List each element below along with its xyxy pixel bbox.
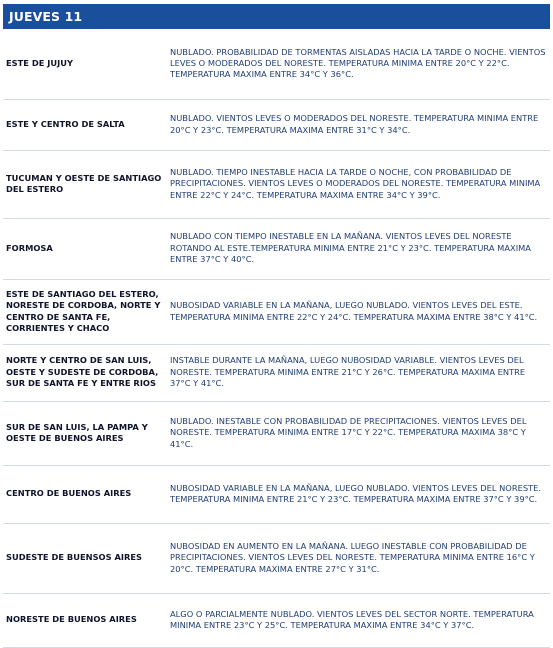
forecast-text: ALGO O PARCIALMENTE NUBLADO. VIENTOS LEVES DEL SECTOR NORTE. TEMPERATURA MINIMA ENTRE 23°C Y 25°C. TEMPERATURA MAXIMA ENTRE 34°C Y 37°C. [168,593,550,647]
region-name: CENTRO DE BUENOS AIRES [3,465,168,523]
region-name: ESTE DE SANTIAGO DEL ESTERO, NORESTE DE CORDOBA, NORTE Y CENTRO DE SANTA FE, CORRIENTES Y CHACO [3,279,168,344]
region-name: SUDESTE DE BUENSOS AIRES [3,523,168,593]
forecast-text: NUBOSIDAD VARIABLE EN LA MAÑANA, LUEGO NUBLADO. VIENTOS LEVES DEL NORESTE. TEMPERATURA MINIMA ENTRE 21°C Y 23°C. TEMPERATURA MAXIMA ENTRE 37°C Y 39°C. [168,465,550,523]
table-row [3,401,550,465]
region-name: NORESTE DE BUENOS AIRES [3,593,168,647]
forecast-text: NUBOSIDAD EN AUMENTO EN LA MAÑANA. LUEGO INESTABLE CON PROBABILIDAD DE PRECIPITACIONES. VIENTOS LEVES DEL NORESTE. TEMPERATURA MINIMA ENTRE 16°C Y 20°C. TEMPERATURA MAXIMA ENTRE 27°C Y 31°C. [168,523,550,593]
table-row [3,99,550,150]
table-row [3,279,550,344]
forecast-table [3,29,550,648]
table-row [3,150,550,218]
forecast-text: NUBOSIDAD VARIABLE EN LA MAÑANA, LUEGO NUBLADO. VIENTOS LEVES DEL ESTE. TEMPERATURA MINIMA ENTRE 22°C Y 24°C. TEMPERATURA MAXIMA ENTRE 38°C Y 41°C. [168,279,550,344]
forecast-text: NUBLADO. INESTABLE CON PROBABILIDAD DE PRECIPITACIONES. VIENTOS LEVES DEL NORESTE. TEMPERATURA MINIMA ENTRE 17°C Y 22°C. TEMPERATURA MAXIMA 38°C Y 41°C. [168,401,550,465]
region-name: ESTE Y CENTRO DE SALTA [3,99,168,150]
region-name: ESTE DE JUJUY [3,29,168,99]
day-header: JUEVES 11 [3,4,550,29]
table-row [3,465,550,523]
region-name: TUCUMAN Y OESTE DE SANTIAGO DEL ESTERO [3,150,168,218]
forecast-text: NUBLADO. TIEMPO INESTABLE HACIA LA TARDE O NOCHE, CON PROBABILIDAD DE PRECIPITACIONES. VIENTOS LEVES O MODERADOS DEL NORESTE. TEMPERATURA MINIMA ENTRE 22°C Y 24°C. TEMPERATURA MAXIMA ENTRE 34°C Y 39°C. [168,150,550,218]
forecast-text: NUBLADO. VIENTOS LEVES O MODERADOS DEL NORESTE. TEMPERATURA MINIMA ENTRE 20°C Y 23°C. TEMPERATURA MAXIMA ENTRE 31°C Y 34°C. [168,99,550,150]
table-row [3,523,550,593]
table-row [3,593,550,647]
region-name: NORTE Y CENTRO DE SAN LUIS, OESTE Y SUDESTE DE CORDOBA, SUR DE SANTA FE Y ENTRE RIOS [3,344,168,401]
forecast-text: NUBLADO. PROBABILIDAD DE TORMENTAS AISLADAS HACIA LA TARDE O NOCHE. VIENTOS LEVES O MODERADOS DEL NORESTE. TEMPERATURA MINIMA ENTRE 20°C Y 22°C. TEMPERATURA MAXIMA ENTRE 34°C Y 36°C. [168,29,550,99]
forecast-text: NUBLADO CON TIEMPO INESTABLE EN LA MAÑANA. VIENTOS LEVES DEL NORESTE ROTANDO AL ESTE.TEMPERATURA MINIMA ENTRE 21°C Y 23°C. TEMPERATURA MAXIMA ENTRE 37°C Y 40°C. [168,218,550,279]
region-name: SUR DE SAN LUIS, LA PAMPA Y OESTE DE BUENOS AIRES [3,401,168,465]
forecast-text: INSTABLE DURANTE LA MAÑANA, LUEGO NUBOSIDAD VARIABLE. VIENTOS LEVES DEL NORESTE. TEMPERATURA MINIMA ENTRE 21°C Y 26°C. TEMPERATURA MAXIMA ENTRE 37°C Y 41°C. [168,344,550,401]
region-name: FORMOSA [3,218,168,279]
table-row [3,218,550,279]
table-row [3,344,550,401]
table-row [3,29,550,99]
